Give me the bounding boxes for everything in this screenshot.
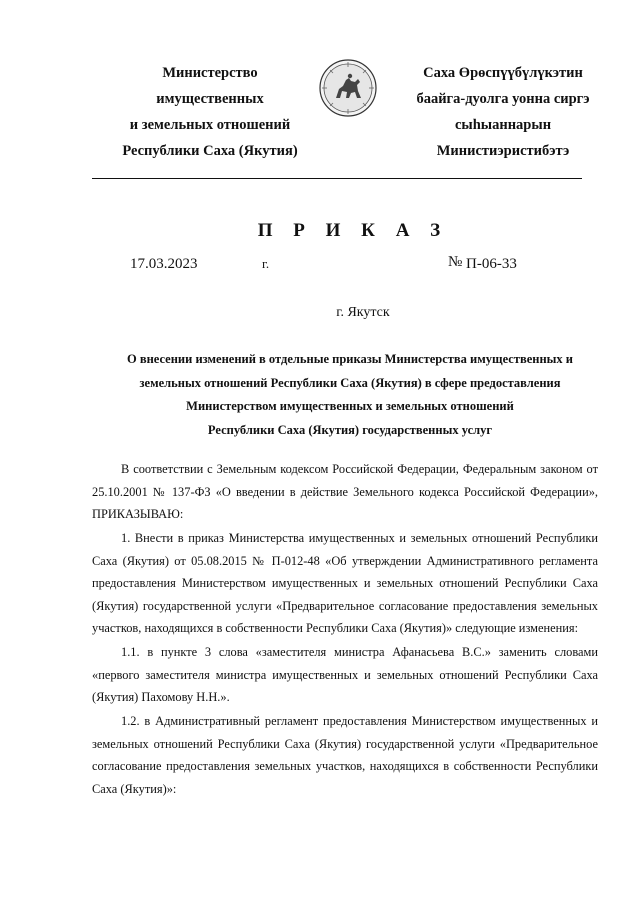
subject-line: О внесении изменений в отдельные приказы Министерства имущественных и (126, 352, 574, 366)
ministry-name-line: Саха Өрөспүүбүлүкэтин (423, 65, 583, 81)
ministry-name-russian (100, 60, 320, 164)
ministry-name-line: Республики Саха (Якутия) (122, 143, 298, 159)
paragraph: 1.1. в пункте 3 слова «заместителя министра Афанасьева В.С.» заменить словами «первого заместителя министра имущественных и земельных отношений Республики Саха (Якутия) Пахомову Н.Н.». (92, 645, 598, 704)
subject-line: Министерством имущественных и земельных отношений (186, 399, 514, 413)
ministry-name-line: и земельных отношений (129, 117, 291, 133)
subject-line: земельных отношений Республики Саха (Якутия) в сфере предоставления (139, 375, 561, 390)
year-suffix: г. (262, 256, 270, 271)
header-divider (92, 178, 582, 179)
ministry-name-yakut (398, 60, 608, 164)
ministry-name-line: имущественных (156, 91, 264, 107)
order-number: П-06-33 (466, 256, 517, 272)
document-body (92, 458, 598, 802)
number-sign: № (448, 254, 463, 270)
ministry-name-line: сыһыаннарын (454, 117, 552, 133)
document-title: П Р И К А З (257, 220, 449, 241)
order-date: 17.03.2023 (130, 256, 198, 272)
coat-of-arms-icon (318, 58, 378, 118)
subject-line: Республики Саха (Якутия) государственных услуг (207, 422, 493, 437)
ministry-name-line: Министиэристибэтэ (436, 143, 570, 159)
ministry-name-line: баайга-дуолга уонна сиргэ (416, 91, 590, 107)
paragraph: В соответствии с Земельным кодексом Российской Федерации, Федеральным законом от 25.10.2001 № 137-ФЗ «О введении в действие Земельного кодекса Российской Федерации», ПРИКАЗЫВАЮ: (92, 462, 598, 521)
city-label: г. Якутск (336, 305, 390, 320)
paragraph: 1. Внести в приказ Министерства имущественных и земельных отношений Республики Саха (Якутия) от 05.08.2015 № П-012-48 «Об утверждении Административного регламента предоставления Министерством имущественных и земельных отношений Республики Саха (Якутия) государственной услуги «Предварительное согласование предоставления земельных участков, находящихся в собственности Республики Саха (Якутия)» следующие изменения: (92, 531, 598, 635)
ministry-name-line: Министерство (162, 65, 258, 81)
order-subject (110, 348, 590, 442)
paragraph: 1.2. в Административный регламент предоставления Министерством имущественных и земельных отношений Республики Саха (Якутия) государственной услуги «Предварительное согласование предоставления земельных участков, находящихся в собственности Республики Саха (Якутия)»: (92, 714, 598, 796)
